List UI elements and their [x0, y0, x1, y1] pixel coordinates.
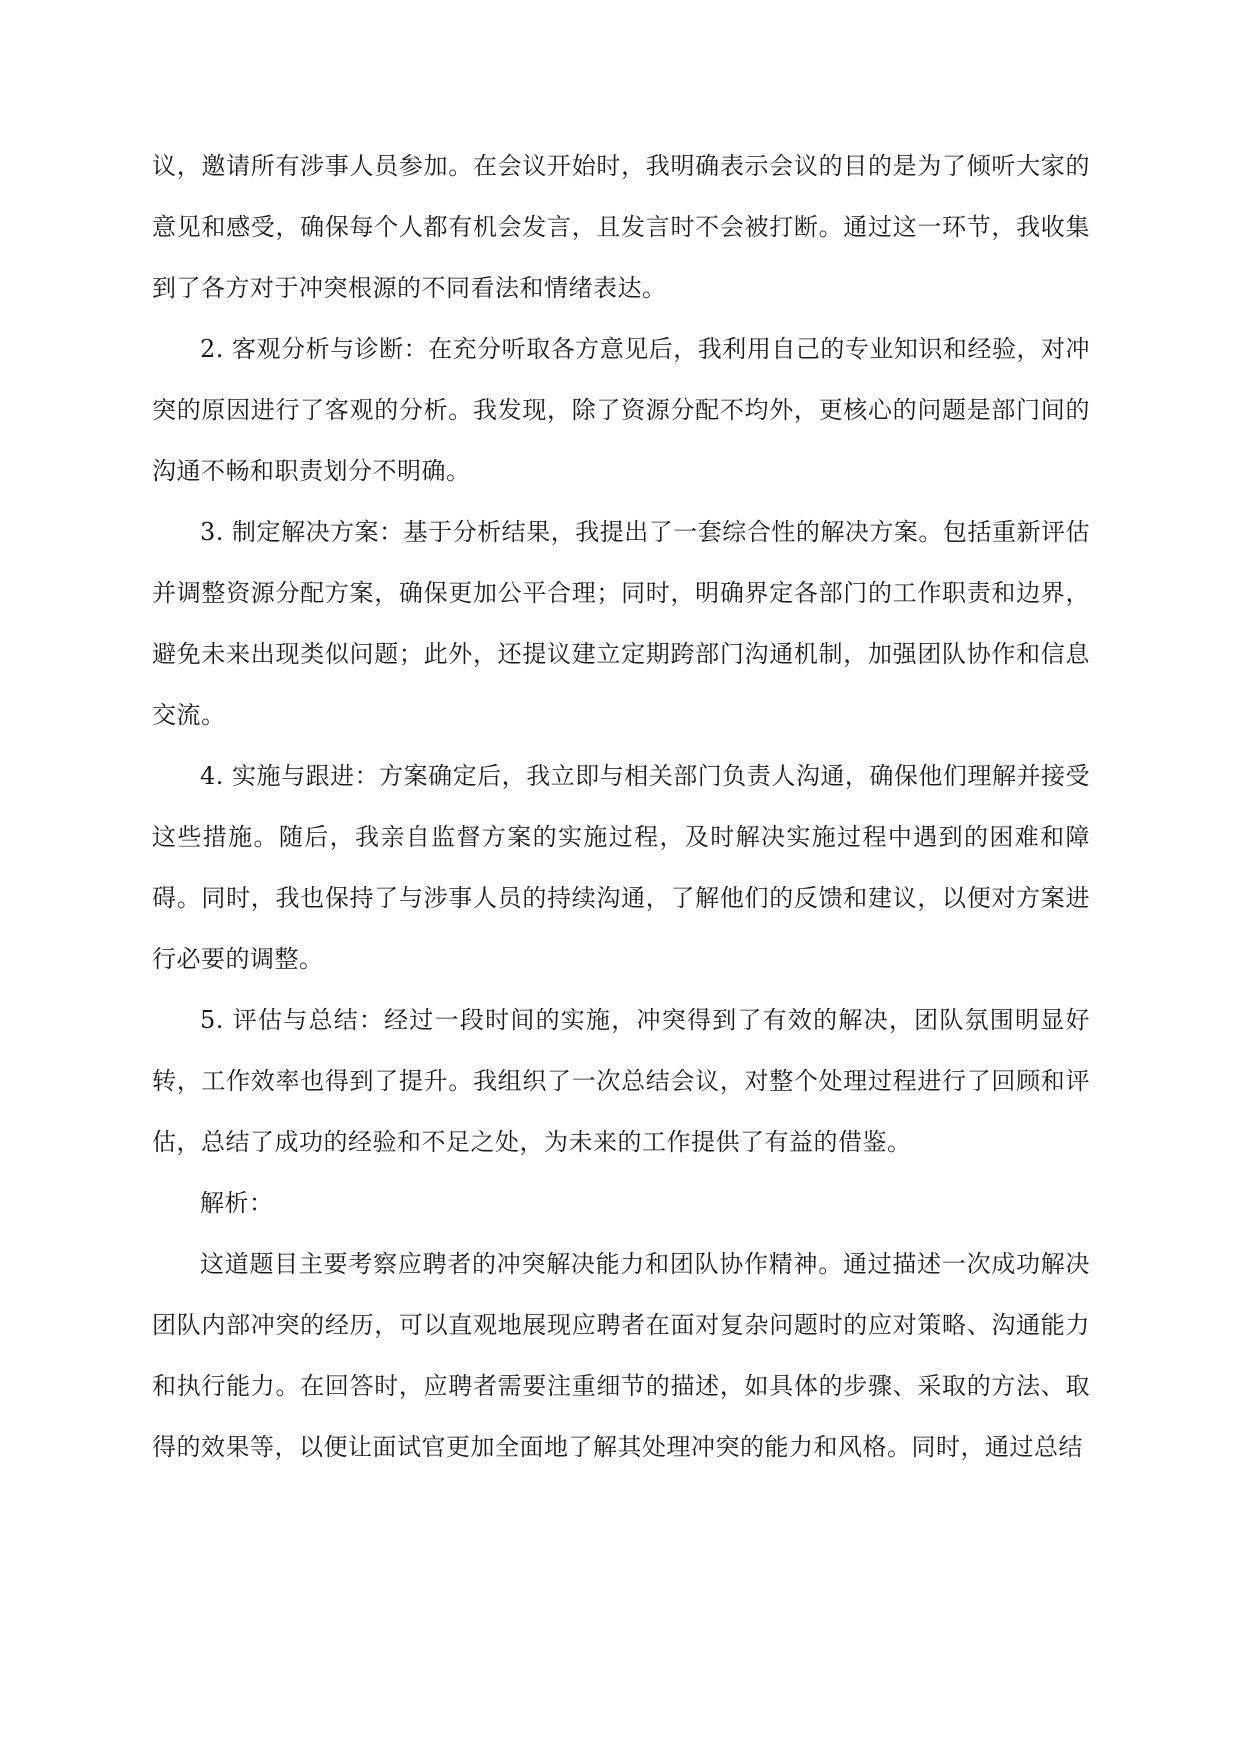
paragraph-step-4: 4. 实施与跟进：方案确定后，我立即与相关部门负责人沟通，确保他们理解并接受这些措施。随后，我亲自监督方案的实施过程，及时解决实施过程中遇到的困难和障碍。同时，我也保持了与涉事人员的持续沟通，了解他们的反馈和建议，以便对方案进行必要的调整。 [152, 762, 1090, 973]
analysis-paragraph: 这道题目主要考察应聘者的冲突解决能力和团队协作精神。通过描述一次成功解决团队内部冲突的经历，可以直观地展现应聘者在面对复杂问题时的应对策略、沟通能力和执行能力。在回答时，应聘者需要注重细节的描述，如具体的步骤、采取的方法、取得的效果等，以便让面试官更加全面地了解其处理冲突的能力和风格。同时，通过总结 [152, 1250, 1090, 1461]
paragraph-step-2: 2. 客观分析与诊断：在充分听取各方意见后，我利用自己的专业知识和经验，对冲突的原因进行了客观的分析。我发现，除了资源分配不均外，更核心的问题是部门间的沟通不畅和职责划分不明确。 [152, 335, 1090, 485]
paragraph-step-3: 3. 制定解决方案：基于分析结果，我提出了一套综合性的解决方案。包括重新评估并调整资源分配方案，确保更加公平合理；同时，明确界定各部门的工作职责和边界，避免未来出现类似问题；此外，还提议建立定期跨部门沟通机制，加强团队协作和信息交流。 [152, 518, 1090, 729]
document-body [152, 136, 1090, 1478]
paragraph-continuation: 议，邀请所有涉事人员参加。在会议开始时，我明确表示会议的目的是为了倾听大家的意见和感受，确保每个人都有机会发言，且发言时不会被打断。通过这一环节，我收集到了各方对于冲突根源的不同看法和情绪表达。 [152, 152, 1090, 302]
analysis-heading: 解析： [200, 1189, 274, 1217]
paragraph-step-5: 5. 评估与总结：经过一段时间的实施，冲突得到了有效的解决，团队氛围明显好转，工作效率也得到了提升。我组织了一次总结会议，对整个处理过程进行了回顾和评估，总结了成功的经验和不足之处，为未来的工作提供了有益的借鉴。 [152, 1006, 1090, 1156]
